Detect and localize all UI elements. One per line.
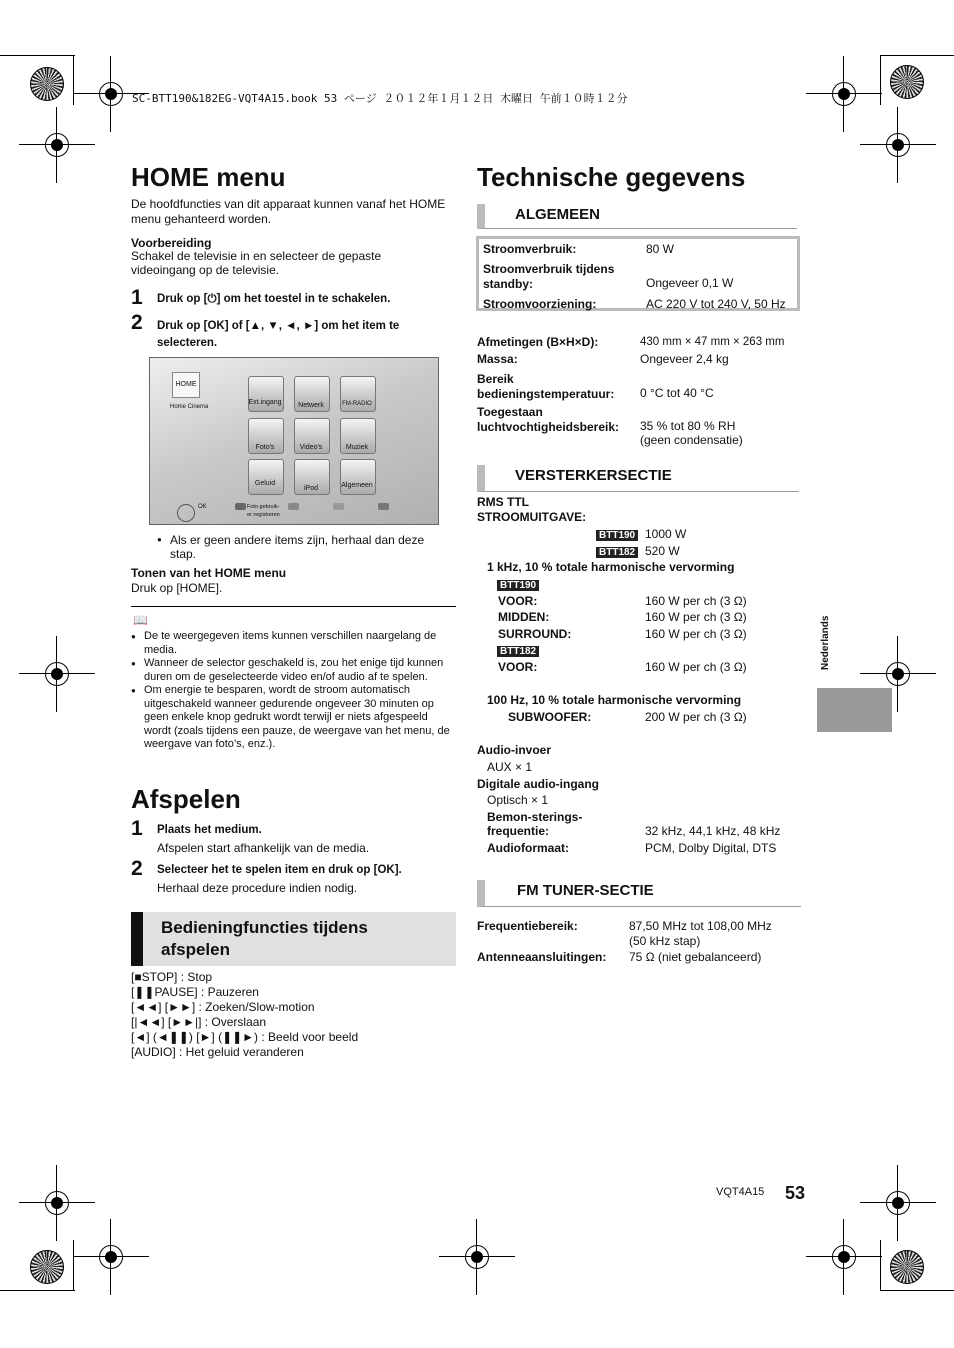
ext-input-icon[interactable]	[248, 376, 284, 412]
spec-label: frequentie:	[487, 824, 550, 838]
red-button-icon	[235, 503, 246, 510]
language-tab	[817, 688, 892, 732]
step-text: Druk op [⏻] om het toestel in te schakelen.	[157, 293, 391, 305]
intro-text: De hoofdfuncties van dit apparaat kunnen vanaf het HOME menu gehanteerd worden.	[131, 197, 446, 226]
icon-label: iPod	[303, 485, 318, 492]
spec-label: Audioformaat:	[487, 841, 569, 855]
icon-label: Geluid	[254, 480, 276, 487]
page-number: 53	[785, 1183, 806, 1203]
spec-value: AUX × 1	[487, 760, 533, 774]
control-line: [❚❚PAUSE] : Pauzeren	[131, 985, 259, 999]
model-tag: BTT182	[497, 643, 539, 659]
registration-mark	[37, 1183, 77, 1223]
step-text: Plaats het medium.	[157, 824, 262, 836]
spec-label: Afmetingen (B×H×D):	[477, 335, 599, 349]
control-line: [■STOP] : Stop	[131, 970, 213, 984]
prep-title: Voorbereiding	[131, 236, 212, 250]
color-bar-target	[30, 1250, 64, 1284]
afspelen-title: Afspelen	[131, 784, 241, 814]
registration-mark	[824, 1237, 864, 1277]
spec-value: PCM, Dolby Digital, DTS	[645, 841, 777, 855]
spec-label: Stroomverbruik tijdens standby:	[483, 262, 615, 291]
spec-value: 1000 W	[645, 527, 687, 541]
spec-label: Audio-invoer	[477, 743, 551, 757]
home-menu-screen	[149, 357, 439, 525]
spec-label: VOOR:	[498, 594, 538, 608]
model-tag: BTT190	[596, 527, 638, 543]
spec-label: Antenneaansluitingen:	[477, 950, 607, 964]
footer-label: Foto gebruik- er registreren	[247, 504, 280, 518]
registration-mark	[824, 74, 864, 114]
spec-value: Ongeveer 2,4 kg	[640, 352, 729, 366]
icon-label: Video's	[299, 444, 323, 451]
prep-text: Schakel de televisie in en selecteer de gepaste videoingang op de televisie.	[131, 249, 382, 277]
control-line: [|◄◄] [►►|] : Overslaan	[131, 1015, 267, 1029]
green-button-icon	[288, 503, 299, 510]
versterker-heading: VERSTERKERSECTIE	[477, 465, 799, 492]
spec-value: 430 mm × 47 mm × 263 mm	[640, 336, 785, 348]
tonen-title: Tonen van het HOME menu	[131, 566, 287, 580]
spec-value: 520 W	[645, 544, 680, 558]
spec-value: 160 W per ch (3 Ω)	[645, 627, 747, 641]
spec-value: 200 W per ch (3 Ω)	[645, 710, 747, 724]
spec-value: AC 220 V tot 240 V, 50 Hz	[646, 297, 786, 311]
print-file-header: SC-BTT190&182EG-VQT4A15.book 53 ページ ２０１２年１月１２日 木曜日 午前１０時１２分	[132, 92, 628, 105]
language-tab-label: Nederlands	[820, 615, 831, 670]
after-screen-note: ● Als er geen andere items zijn, herhaal dan deze stap.	[157, 533, 447, 561]
power-spec-box	[476, 236, 800, 311]
spec-value: 160 W per ch (3 Ω)	[645, 660, 747, 674]
step-text: Druk op [OK] of [▲, ▼, ◄, ►] om het item te selecteren.	[157, 320, 400, 349]
notes-list	[131, 630, 455, 752]
spec-label: Bereik bedieningstemperatuur:	[477, 372, 615, 401]
spec-value: 32 kHz, 44,1 kHz, 48 kHz	[645, 824, 781, 838]
document-code: VQT4A15	[716, 1186, 765, 1198]
registration-mark	[878, 1183, 918, 1223]
divider	[131, 606, 456, 607]
control-line: [◄◄] [►►] : Zoeken/Slow-motion	[131, 1000, 315, 1014]
spec-label: Digitale audio-ingang	[477, 777, 599, 791]
sound-icon[interactable]	[248, 459, 284, 495]
blue-button-icon	[378, 503, 389, 510]
spec-value: 35 % tot 80 % RH	[640, 419, 736, 433]
step-number: 1	[131, 286, 143, 309]
spec-label: Stroomvoorziening:	[483, 297, 597, 311]
color-bar-target	[890, 65, 924, 99]
ok-label: OK	[198, 504, 207, 510]
registration-mark	[878, 125, 918, 165]
book-icon: 📖	[133, 613, 148, 627]
spec-value: 87,50 MHz tot 108,00 MHz	[629, 919, 772, 933]
algemeen-heading: ALGEMEEN	[477, 204, 797, 229]
ok-dial-icon	[177, 504, 195, 522]
model-tag: BTT190	[497, 577, 539, 593]
spec-value: 160 W per ch (3 Ω)	[645, 610, 747, 624]
spec-subtitle: 100 Hz, 10 % totale harmonische vervorming	[487, 693, 742, 707]
spec-label: Bemon-sterings-	[487, 810, 583, 824]
spec-value: 75 Ω (niet gebalanceerd)	[629, 950, 762, 964]
control-line: [AUDIO] : Het geluid veranderen	[131, 1045, 304, 1059]
step-number: 2	[131, 857, 143, 880]
spec-label: Stroomverbruik:	[483, 242, 577, 256]
spec-label: VOOR:	[498, 660, 538, 674]
settings-icon[interactable]	[340, 459, 376, 495]
icon-label: Foto's	[255, 444, 275, 451]
spec-label: Toegestaan luchtvochtigheidsbereik:	[477, 405, 620, 434]
registration-mark	[457, 1237, 497, 1277]
step-number: 1	[131, 817, 143, 840]
spec-label: SURROUND:	[498, 627, 572, 641]
spec-label: SUBWOOFER:	[508, 710, 592, 724]
spec-value: 160 W per ch (3 Ω)	[645, 594, 747, 608]
spec-value: 0 °C tot 40 °C	[640, 386, 714, 400]
icon-label: Ext.ingang	[248, 399, 282, 406]
specs-title: Technische gegevens	[477, 162, 746, 192]
color-bar-target	[30, 67, 64, 101]
color-bar-target	[890, 1250, 924, 1284]
step-subtext: Afspelen start afhankelijk van de media.	[157, 841, 370, 855]
spec-value: (geen condensatie)	[640, 433, 743, 447]
step-text: Selecteer het te spelen item en druk op [OK].	[157, 864, 402, 876]
tonen-text: Druk op [HOME].	[131, 581, 223, 595]
yellow-button-icon	[333, 503, 344, 510]
spec-value: 80 W	[646, 242, 675, 256]
spec-value: (50 kHz stap)	[629, 934, 701, 948]
spec-label: STROOMUITGAVE:	[477, 510, 587, 524]
playback-controls-list	[131, 970, 358, 1060]
note-item: ● Wanneer de selector geschakeld is, zou het enige tijd kunnen duren om de geselecteerde video en/of audio af te spelen.	[131, 657, 455, 684]
control-line: [◄] (◄❚❚) [►] (❚❚►) : Beeld voor beeld	[131, 1030, 359, 1044]
registration-mark	[91, 1237, 131, 1277]
spec-value: Optisch × 1	[487, 793, 549, 807]
spec-label: Massa:	[477, 352, 518, 366]
registration-mark	[37, 125, 77, 165]
step-number: 2	[131, 311, 143, 334]
icon-label: Algemeen	[341, 482, 373, 489]
model-tag: BTT182	[596, 544, 638, 560]
step-subtext: Herhaal deze procedure indien nodig.	[157, 881, 358, 895]
registration-mark	[91, 74, 131, 114]
note-item: ● De te weergegeven items kunnen verschillen naargelang de media.	[131, 630, 455, 657]
icon-label: Netwerk	[298, 402, 324, 409]
home-cinema-label: Home Cinema	[170, 404, 209, 410]
bedieningfuncties-heading: Bedieningfuncties tijdens afspelen	[131, 912, 456, 966]
spec-subtitle: 1 kHz, 10 % totale harmonische vervorming	[487, 560, 735, 574]
icon-label: Muziek	[345, 444, 369, 451]
icon-label: FM-RADIO	[342, 401, 372, 407]
spec-label: RMS TTL	[477, 495, 529, 509]
note-item: ● Om energie te besparen, wordt de stroom automatisch uitgeschakeld wanneer gedurende ongeveer 30 minuten op geen enkele knop gedrukt wordt terwijl er niets afgespeeld wordt (zoals tijdens een pauze, de weergave van het menu, de weergave van foto’s, enz.).	[131, 684, 455, 752]
spec-label: Frequentiebereik:	[477, 919, 578, 933]
registration-mark	[37, 654, 77, 694]
fm-tuner-heading: FM TUNER-SECTIE	[477, 880, 801, 907]
spec-value: Ongeveer 0,1 W	[646, 276, 734, 290]
spec-label: MIDDEN:	[498, 610, 550, 624]
page-title: HOME menu	[131, 162, 286, 192]
home-label: HOME	[172, 372, 200, 398]
